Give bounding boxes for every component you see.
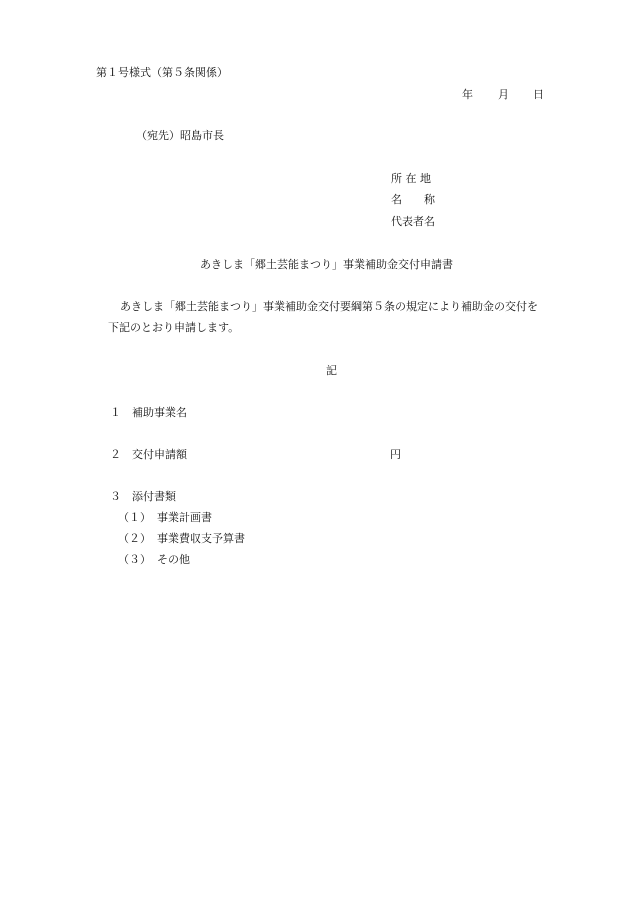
attachment-1-label: 事業計画書 (157, 511, 212, 524)
applicant-name-label: 名 称 (391, 193, 435, 206)
attachment-3-number: （３） (118, 553, 151, 566)
attachment-3-label: その他 (157, 553, 190, 566)
applicant-representative-label: 代表者名 (391, 215, 435, 228)
date-year-label: 年 (462, 88, 473, 101)
body-line-2: 下記のとおり申請します。 (108, 321, 240, 334)
item-1-number: １ (110, 406, 121, 419)
document-title: あきしま「郷土芸能まつり」事業補助金交付申請書 (200, 258, 453, 271)
date-month-label: 月 (498, 88, 509, 101)
item-2-number: ２ (110, 448, 121, 461)
form-number: 第１号様式（第５条関係） (96, 66, 228, 79)
addressee: （宛先）昭島市長 (136, 129, 224, 142)
item-2-unit: 円 (390, 448, 401, 461)
item-3-label: 添付書類 (132, 490, 176, 503)
attachment-2-label: 事業費収支予算書 (157, 532, 245, 545)
ki-heading: 記 (326, 364, 337, 377)
item-1-label: 補助事業名 (132, 406, 187, 419)
item-3-number: ３ (110, 490, 121, 503)
date-day-label: 日 (533, 88, 544, 101)
attachment-2-number: （２） (118, 532, 151, 545)
body-line-1: あきしま「郷土芸能まつり」事業補助金交付要綱第５条の規定により補助金の交付を (120, 300, 538, 313)
item-2-label: 交付申請額 (132, 448, 187, 461)
applicant-location-label: 所 在 地 (391, 172, 431, 185)
attachment-1-number: （１） (118, 511, 151, 524)
